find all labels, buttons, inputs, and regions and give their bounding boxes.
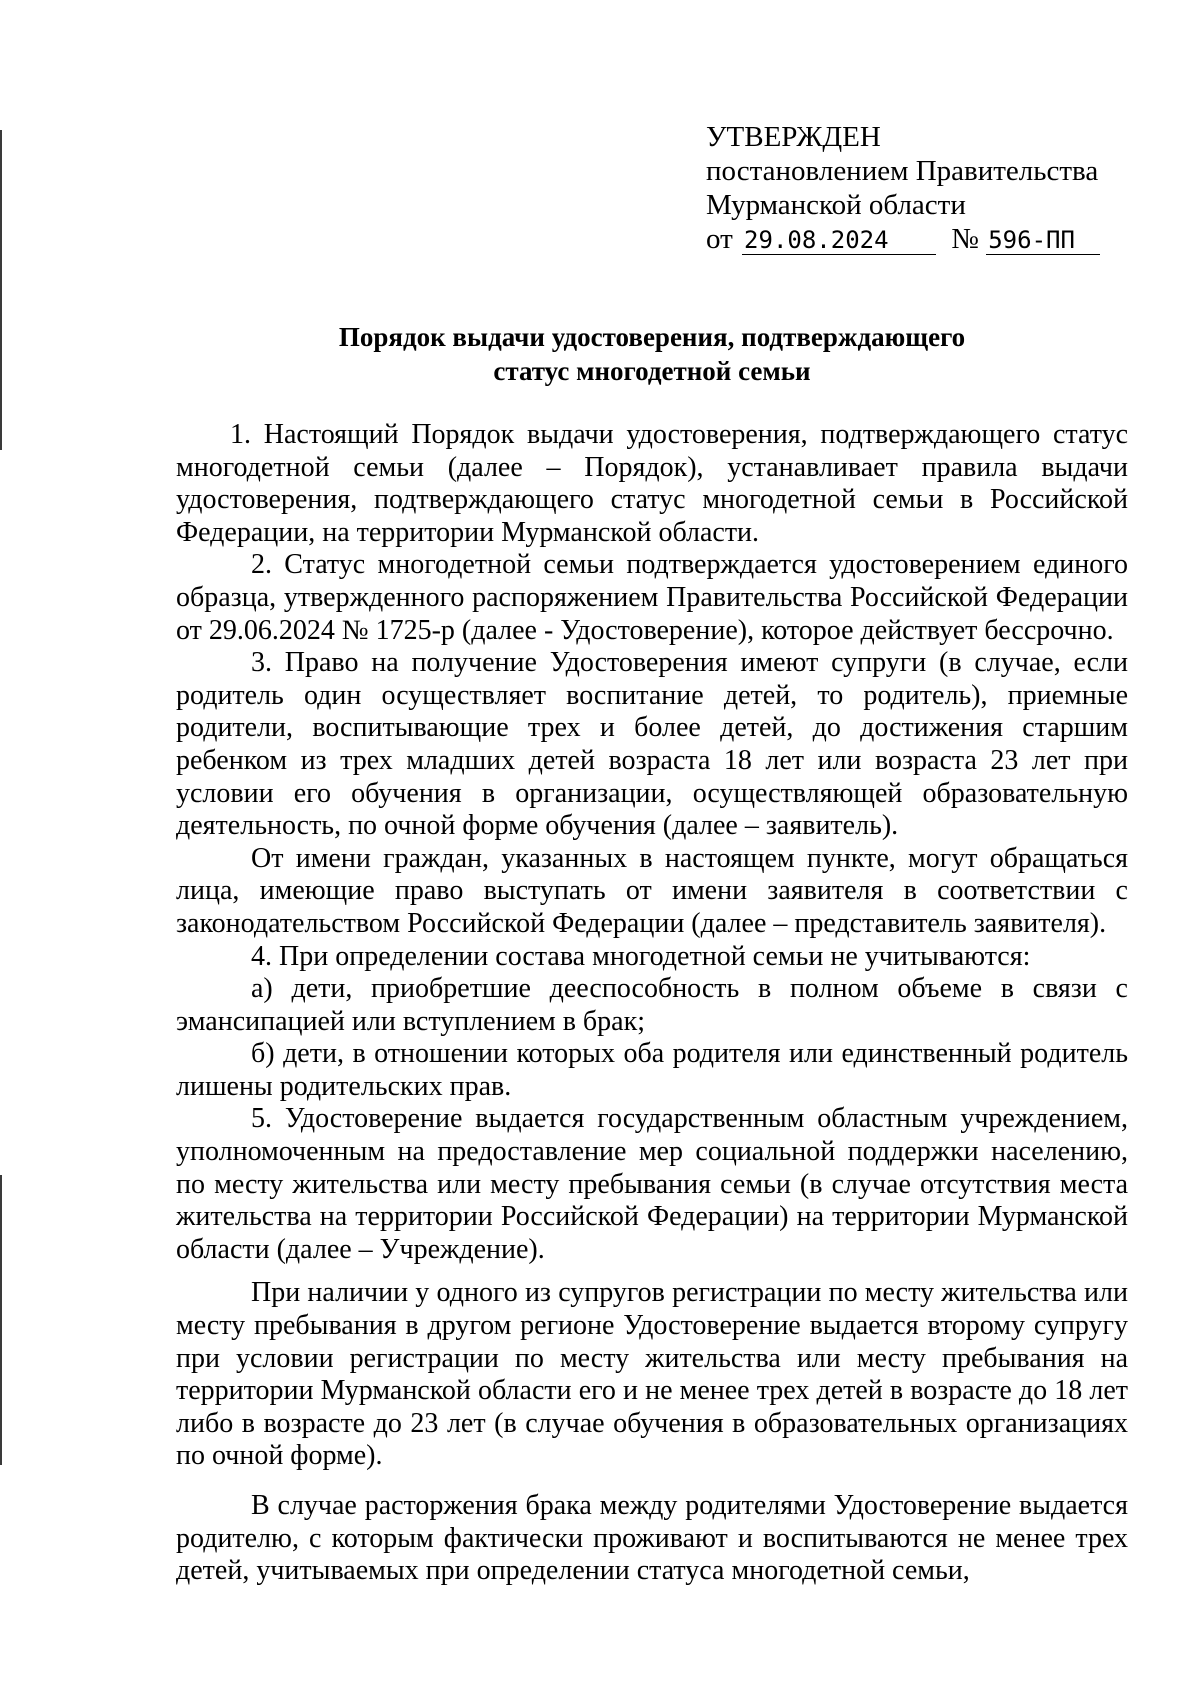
title-line-1: Порядок выдачи удостоверения, подтверждающего bbox=[338, 322, 966, 352]
scan-edge-mark bbox=[0, 130, 2, 450]
approval-region: Мурманской области bbox=[706, 189, 966, 221]
paragraph-3: 3. Право на получение Удостоверения имеют супруги (в случае, если родитель один осуществляет воспитание детей, то родитель), приемные родители, воспитывающие трех и более детей, до достижения старшим ребенком из трех младших детей возраста 18 лет или возраста 23 лет при условии его обучения в организации, осуществляющей образовательную деятельность, по очной форме обучения (далее – заявитель). bbox=[176, 647, 1128, 842]
document-body bbox=[176, 419, 1128, 1588]
date-prefix: от bbox=[706, 223, 733, 255]
number-prefix: № bbox=[951, 223, 979, 255]
paragraph-3-representative: От имени граждан, указанных в настоящем пункте, могут обращаться лица, имеющие право выступать от имени заявителя в соответствии с законодательством Российской Федерации (далее – представитель заявителя). bbox=[176, 842, 1128, 939]
approval-issuer: постановлением Правительства bbox=[706, 155, 1099, 187]
document-title bbox=[176, 320, 1128, 388]
paragraph-5-registration: При наличии у одного из супругов регистрации по месту жительства или месту пребывания в другом регионе Удостоверение выдается второму супругу при условии регистрации по месту жительства или месту пребывания на территории Мурманской области его и не менее трех детей в возрасте до 18 лет либо в возрасте до 23 лет (в случае обучения в образовательных организациях по очной форме). bbox=[176, 1277, 1128, 1472]
approval-stamp-block bbox=[706, 120, 1100, 256]
approval-heading: УТВЕРЖДЕН bbox=[706, 121, 881, 153]
decree-number: 596-ПП bbox=[986, 226, 1100, 255]
paragraph-4: 4. При определении состава многодетной семьи не учитываются: bbox=[251, 940, 1031, 972]
scan-edge-mark bbox=[0, 1175, 2, 1465]
decree-date: 29.08.2024 bbox=[742, 226, 936, 255]
paragraph-4a: а) дети, приобретшие дееспособность в полном объеме в связи с эмансипацией или вступлением в брак; bbox=[176, 973, 1128, 1037]
title-line-2: статус многодетной семьи bbox=[493, 356, 811, 386]
paragraph-1: 1. Настоящий Порядок выдачи удостоверения, подтверждающего статус многодетной семьи (далее – Порядок), устанавливает правила выдачи удостоверения, подтверждающего статус многодетной семьи в Российской Федерации, на территории Мурманской области. bbox=[176, 419, 1128, 548]
paragraph-5-divorce: В случае расторжения брака между родителями Удостоверение выдается родителю, с которым фактически проживают и воспитываются не менее трех детей, учитываемых при определении статуса многодетной семьи, bbox=[176, 1490, 1128, 1587]
paragraph-2: 2. Статус многодетной семьи подтверждается удостоверением единого образца, утвержденного распоряжением Правительства Российской Федерации от 29.06.2024 № 1725-р (далее - Удостоверение), которое действует бессрочно. bbox=[176, 549, 1128, 646]
approval-date-number-line bbox=[706, 222, 1100, 256]
paragraph-5: 5. Удостоверение выдается государственным областным учреждением, уполномоченным на предоставление мер социальной поддержки населению, по месту жительства или месту пребывания семьи (в случае отсутствия места жительства на территории Российской Федерации) на территории Мурманской области (далее – Учреждение). bbox=[176, 1103, 1128, 1265]
paragraph-4b: б) дети, в отношении которых оба родителя или единственный родитель лишены родительских прав. bbox=[176, 1038, 1128, 1102]
